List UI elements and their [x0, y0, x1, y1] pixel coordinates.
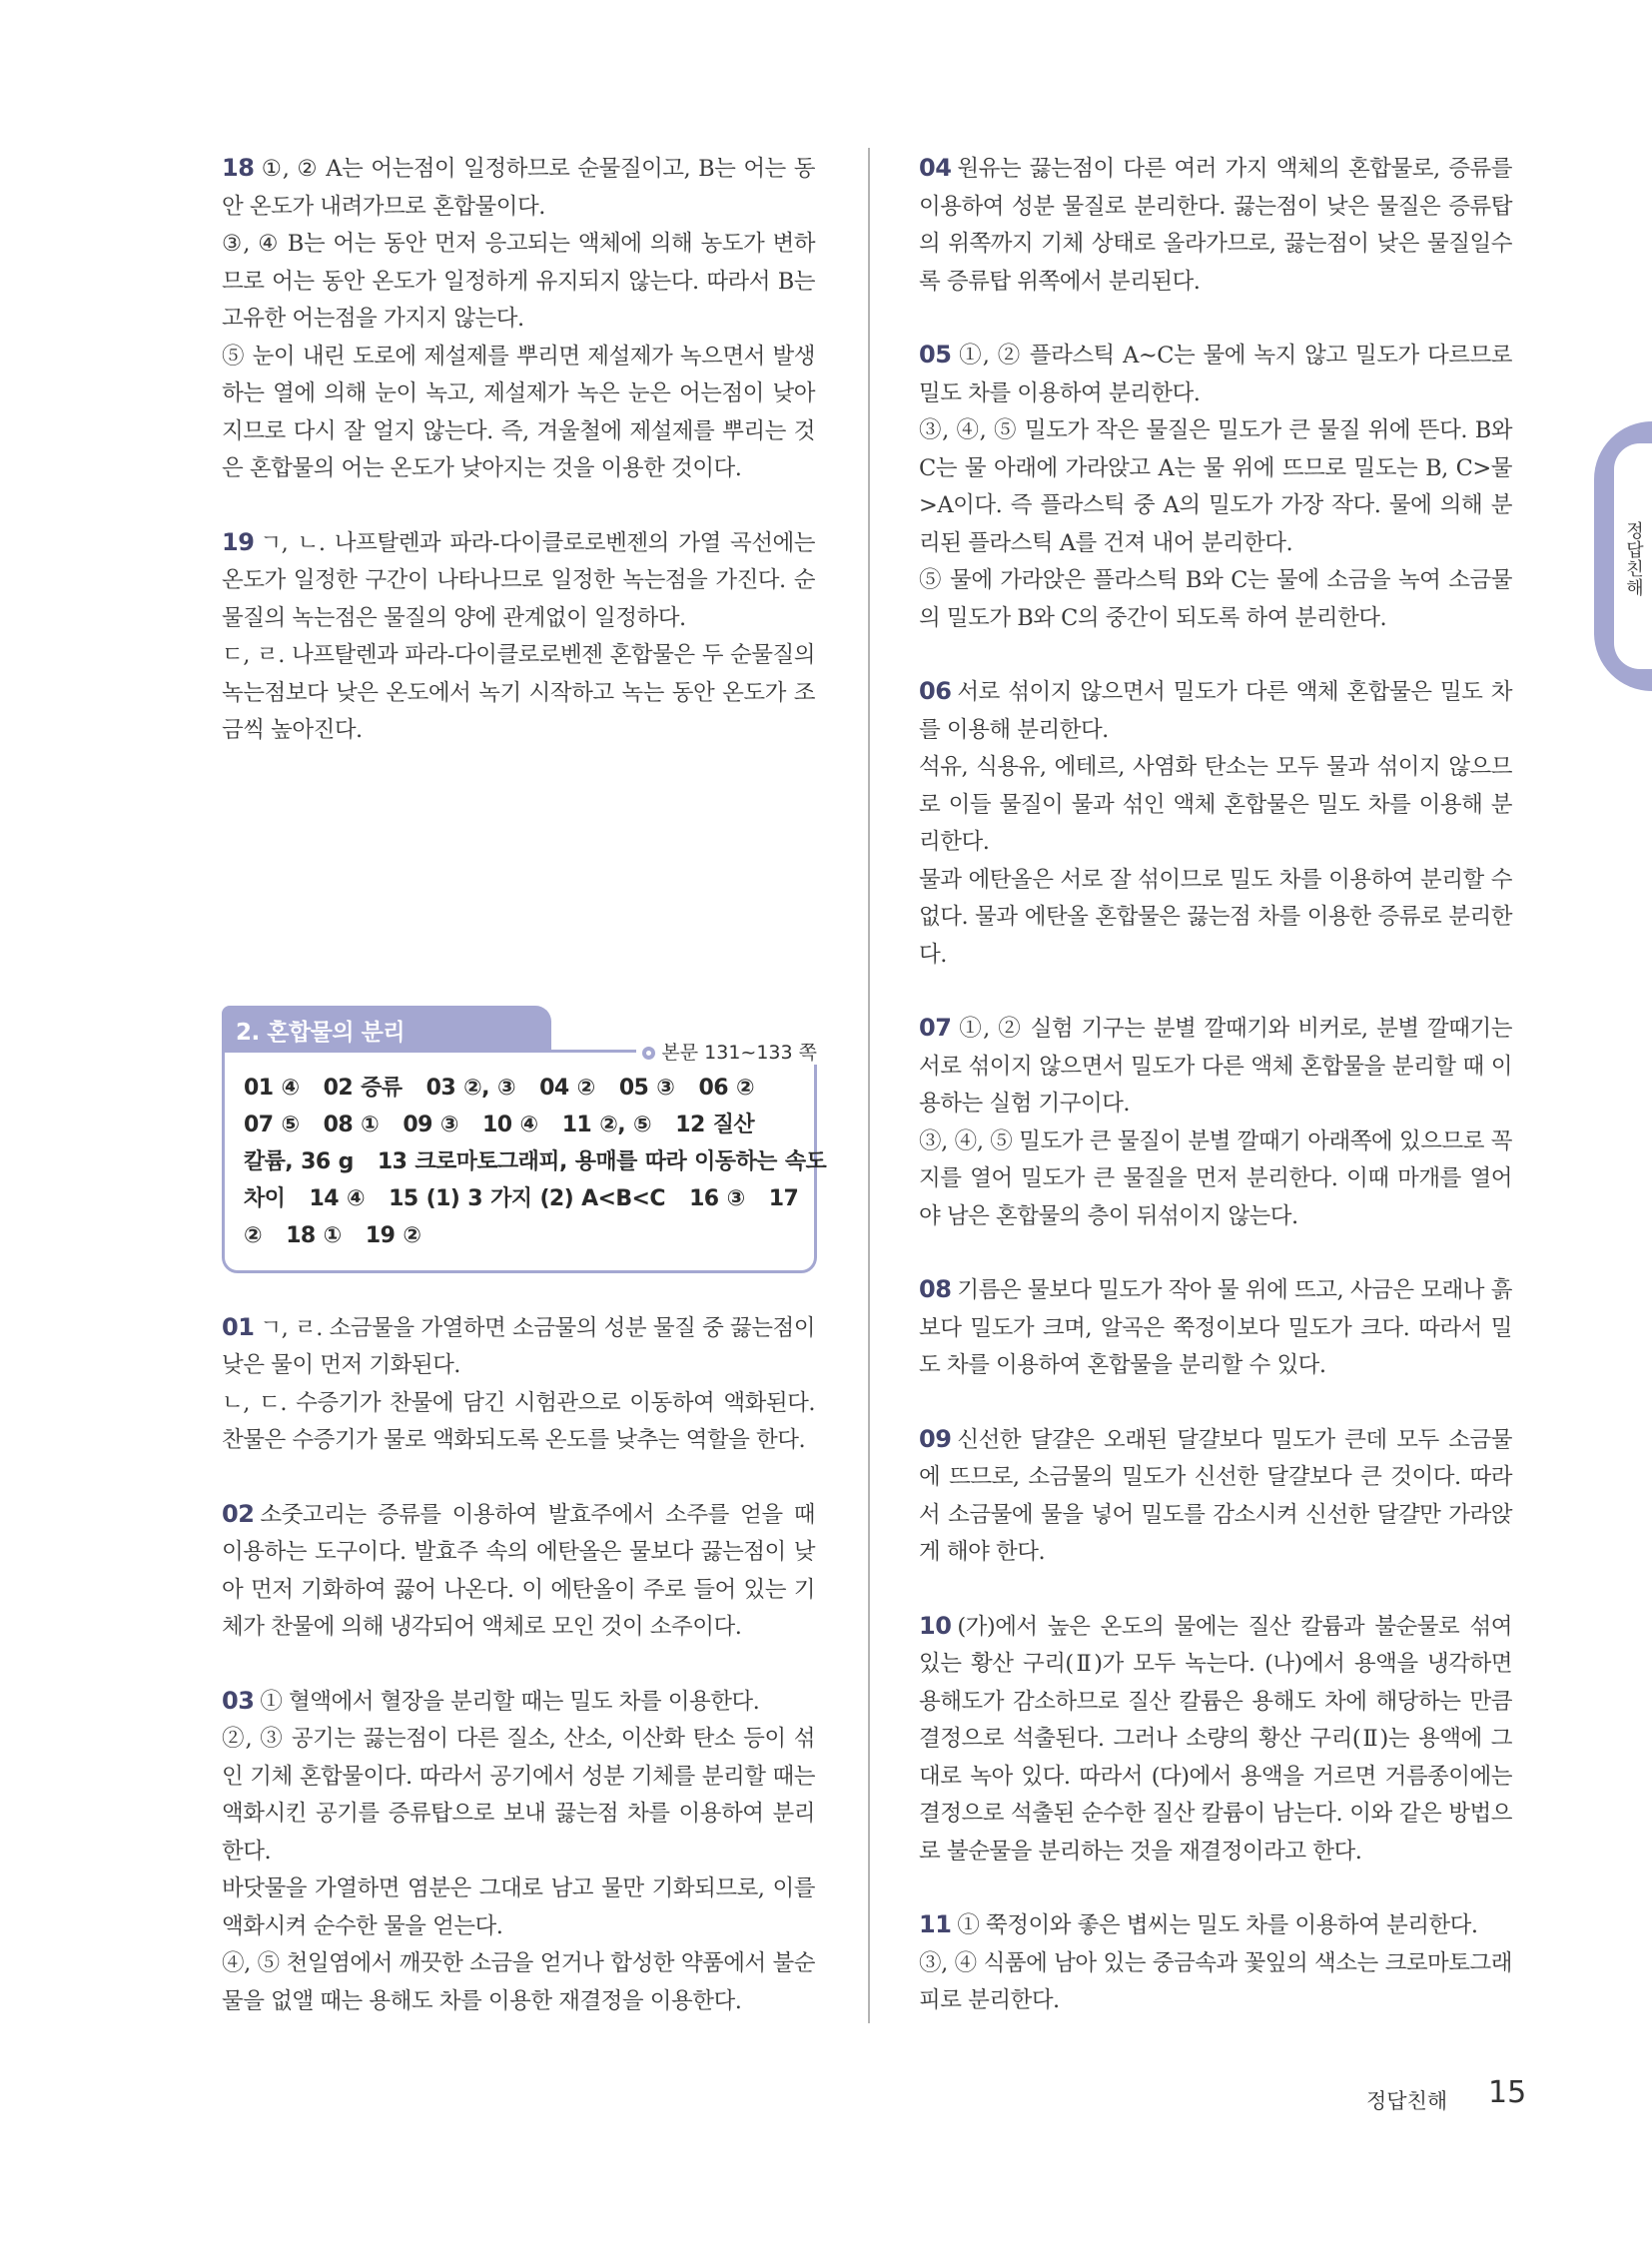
item-text: ③, ④ B는 어는 동안 먼저 응고되는 액체에 의해 농도가 변하므로 어는 동안 온도가 일정하게 유지되지 않는다. 따라서 B는 고유한 어는점을 가지지 않는다. [222, 231, 815, 332]
answer-line: 차이 14 ④ 15 (1) 3 가지 (2) A<B<C 16 ③ 17 [244, 1185, 799, 1211]
answer-list [244, 1070, 827, 1254]
item-text: ③, ④, ⑤ 밀도가 작은 물질은 밀도가 큰 물질 위에 뜬다. B와 C는 물 아래에 가라앉고 A는 물 위에 뜨므로 밀도는 B, C>물>A이다. 즉 플라스틱 중 A의 밀도가 가장 작다. 물에 의해 분리된 플라스틱 A를 건져 내어 분리한다. [919, 417, 1512, 556]
item-text: ②, ③ 공기는 끓는점이 다른 질소, 산소, 이산화 탄소 등이 섞인 기체 혼합물이다. 따라서 공기에서 성분 기체를 분리할 때는 액화시킨 공기를 증류탑으로 보내 끓는점 차를 이용하여 분리한다. [222, 1726, 815, 1865]
item-text: 기름은 물보다 밀도가 작아 물 위에 뜨고, 사금은 모래나 흙보다 밀도가 크며, 알곡은 쭉정이보다 밀도가 크다. 따라서 밀도 차를 이용하여 혼합물을 분리할 수 있다. [919, 1277, 1512, 1378]
answer-item-09 [919, 1421, 1512, 1572]
answer-summary-box [222, 1006, 827, 1273]
item-number: 10 [919, 1611, 952, 1640]
answer-item-06 [919, 673, 1512, 974]
answer-item-08 [919, 1271, 1512, 1385]
item-text: ①, ② A는 어는점이 일정하므로 순물질이고, B는 어는 동안 온도가 내려가므로 혼합물이다. [222, 156, 815, 220]
item-number: 06 [919, 677, 952, 705]
right-column [919, 150, 1512, 2020]
item-text: 소줏고리는 증류를 이용하여 발효주에서 소주를 얻을 때 이용하는 도구이다. 발효주 속의 에탄올은 물보다 끓는점이 낮아 먼저 기화하여 끓어 나온다. 이 에탄올이 주로 들어 있는 기체가 찬물에 의해 냉각되어 액체로 모인 것이 소주이다. [222, 1501, 815, 1640]
item-text: ⑤ 눈이 내린 도로에 제설제를 뿌리면 제설제가 녹으면서 발생하는 열에 의해 눈이 녹고, 제설제가 녹은 눈은 어는점이 낮아지므로 다시 잘 얼지 않는다. 즉, 겨울철에 제설제를 뿌리는 것은 혼합물의 어는 온도가 낮아지는 것을 이용한 것이다. [222, 343, 815, 481]
item-number: 04 [919, 154, 952, 182]
item-number: 07 [919, 1014, 952, 1042]
page-number: 15 [1488, 2075, 1527, 2110]
item-text: 바닷물을 가열하면 염분은 그대로 남고 물만 기화되므로, 이를 액화시켜 순수한 물을 얻는다. [222, 1875, 815, 1939]
item-text: ⑤ 물에 가라앉은 플라스틱 B와 C는 물에 소금을 녹여 소금물의 밀도가 B와 C의 중간이 되도록 하여 분리한다. [919, 567, 1512, 631]
item-text: ①, ② 실험 기구는 분별 깔때기와 비커로, 분별 깔때기는 서로 섞이지 않으면서 밀도가 다른 액체 혼합물을 분리할 때 이용하는 실험 기구이다. [919, 1016, 1512, 1117]
item-text: ③, ④, ⑤ 밀도가 큰 물질이 분별 깔때기 아래쪽에 있으므로 꼭지를 열어 밀도가 큰 물질을 먼저 분리한다. 이때 마개를 열어야 남은 혼합물의 층이 뒤섞이지 않는다. [919, 1127, 1512, 1229]
answer-item-07 [919, 1010, 1512, 1235]
item-text: ① 혈액에서 혈장을 분리할 때는 밀도 차를 이용한다. [260, 1688, 760, 1715]
answer-line: ② 18 ① 19 ② [244, 1222, 421, 1248]
answer-item-10 [919, 1608, 1512, 1871]
item-text: ㄱ, ㄹ. 소금물을 가열하면 소금물의 성분 물질 중 끓는점이 낮은 물이 먼저 기화된다. [222, 1314, 815, 1378]
item-text: 신선한 달걀은 오래된 달걀보다 밀도가 큰데 모두 소금물에 뜨므로, 소금물의 밀도가 신선한 달걀보다 큰 것이다. 따라서 소금물에 물을 넣어 밀도를 감소시켜 신선한 달걀만 가라앉게 해야 한다. [919, 1426, 1512, 1565]
item-text: ㄷ, ㄹ. 나프탈렌과 파라-다이클로로벤젠 혼합물은 두 순물질의 녹는점보다 낮은 온도에서 녹기 시작하고 녹는 동안 온도가 조금씩 높아진다. [222, 642, 815, 743]
answer-line: 01 ④ 02 증류 03 ②, ③ 04 ② 05 ③ 06 ② [244, 1075, 755, 1101]
item-text: ③, ④ 식품에 남아 있는 중금속과 꽃잎의 색소는 크로마토그래피로 분리한다. [919, 1949, 1512, 2013]
item-text: ④, ⑤ 천일염에서 깨끗한 소금을 얻거나 합성한 약품에서 불순물을 없앨 때는 용해도 차를 이용한 재결정을 이용한다. [222, 1950, 815, 2014]
section-tab [222, 1006, 551, 1052]
item-text: 물과 에탄올은 서로 잘 섞이므로 밀도 차를 이용하여 분리할 수 없다. 물과 에탄올 혼합물은 끓는점 차를 이용한 증류로 분리한다. [919, 866, 1512, 968]
item-text: 석유, 식용유, 에테르, 사염화 탄소는 모두 물과 섞이지 않으므로 이들 물질이 물과 섞인 액체 혼합물은 밀도 차를 이용해 분리한다. [919, 754, 1512, 855]
item-text: ㄴ, ㄷ. 수증기가 찬물에 담긴 시험관으로 이동하여 액화된다. 찬물은 수증기가 물로 액화되도록 온도를 낮추는 역할을 한다. [222, 1389, 815, 1453]
section-title: 2. 혼합물의 분리 [236, 1019, 406, 1046]
item-number: 19 [222, 527, 255, 556]
item-number: 02 [222, 1499, 255, 1528]
item-text: 원유는 끓는점이 다른 여러 가지 액체의 혼합물로, 증류를 이용하여 성분 물질로 분리한다. 끓는점이 낮은 물질은 증류탑의 위쪽까지 기체 상태로 올라가므로, 끓는점이 낮은 물질일수록 증류탑 위쪽에서 분리된다. [919, 156, 1512, 295]
answer-item-02 [222, 1496, 815, 1647]
item-text: (가)에서 높은 온도의 물에는 질산 칼륨과 불순물로 섞여 있는 황산 구리(Ⅱ)가 모두 녹는다. (나)에서 용액을 냉각하면 용해도가 감소하므로 질산 칼륨은 용해도 차에 해당하는 만큼 결정으로 석출된다. 그러나 소량의 황산 구리(Ⅱ)는 용액에 그대로 녹아 있다. 따라서 (다)에서 용액을 거르면 거름종이에는 결정으로 석출된 순수한 질산 칼륨이 남는다. 이와 같은 방법으로 불순물을 분리하는 것을 재결정이라고 한다. [919, 1613, 1512, 1865]
item-text: 서로 섞이지 않으면서 밀도가 다른 액체 혼합물은 밀도 차를 이용해 분리한다. [919, 679, 1512, 743]
item-number: 09 [919, 1424, 952, 1453]
item-number: 18 [222, 154, 255, 182]
answer-item-01 [222, 1309, 815, 1460]
answer-line: 07 ⑤ 08 ① 09 ③ 10 ④ 11 ②, ⑤ 12 질산 [244, 1112, 755, 1137]
item-number: 05 [919, 341, 952, 369]
answer-item-18 [222, 150, 815, 488]
item-number: 03 [222, 1686, 255, 1715]
side-tab-label: 정답친해 [1623, 521, 1644, 597]
answer-item-05 [919, 337, 1512, 637]
item-number: 08 [919, 1275, 952, 1303]
answer-item-03 [222, 1683, 815, 2021]
item-text: ① 쭉정이와 좋은 볍씨는 밀도 차를 이용하여 분리한다. [957, 1912, 1478, 1938]
page-reference: 본문 131~133 쪽 [636, 1038, 817, 1065]
item-number: 01 [222, 1312, 255, 1341]
item-text: ①, ② 플라스틱 A~C는 물에 녹지 않고 밀도가 다르므로 밀도 차를 이용하여 분리한다. [919, 343, 1512, 406]
bullet-icon [642, 1047, 655, 1060]
answer-item-11 [919, 1906, 1512, 2020]
item-number: 11 [919, 1910, 952, 1938]
answer-item-19 [222, 524, 815, 750]
left-column [222, 150, 827, 2020]
answer-item-04 [919, 150, 1512, 301]
footer-label: 정답친해 [1366, 2089, 1448, 2113]
answer-line: 칼륨, 36 g 13 크로마토그래피, 용매를 따라 이동하는 속도 [244, 1148, 827, 1174]
column-divider [868, 148, 870, 2023]
item-text: ㄱ, ㄴ. 나프탈렌과 파라-다이클로로벤젠의 가열 곡선에는 온도가 일정한 구간이 나타나므로 일정한 녹는점을 가진다. 순물질의 녹는점은 물질의 양에 관계없이 일정하다. [222, 529, 815, 631]
